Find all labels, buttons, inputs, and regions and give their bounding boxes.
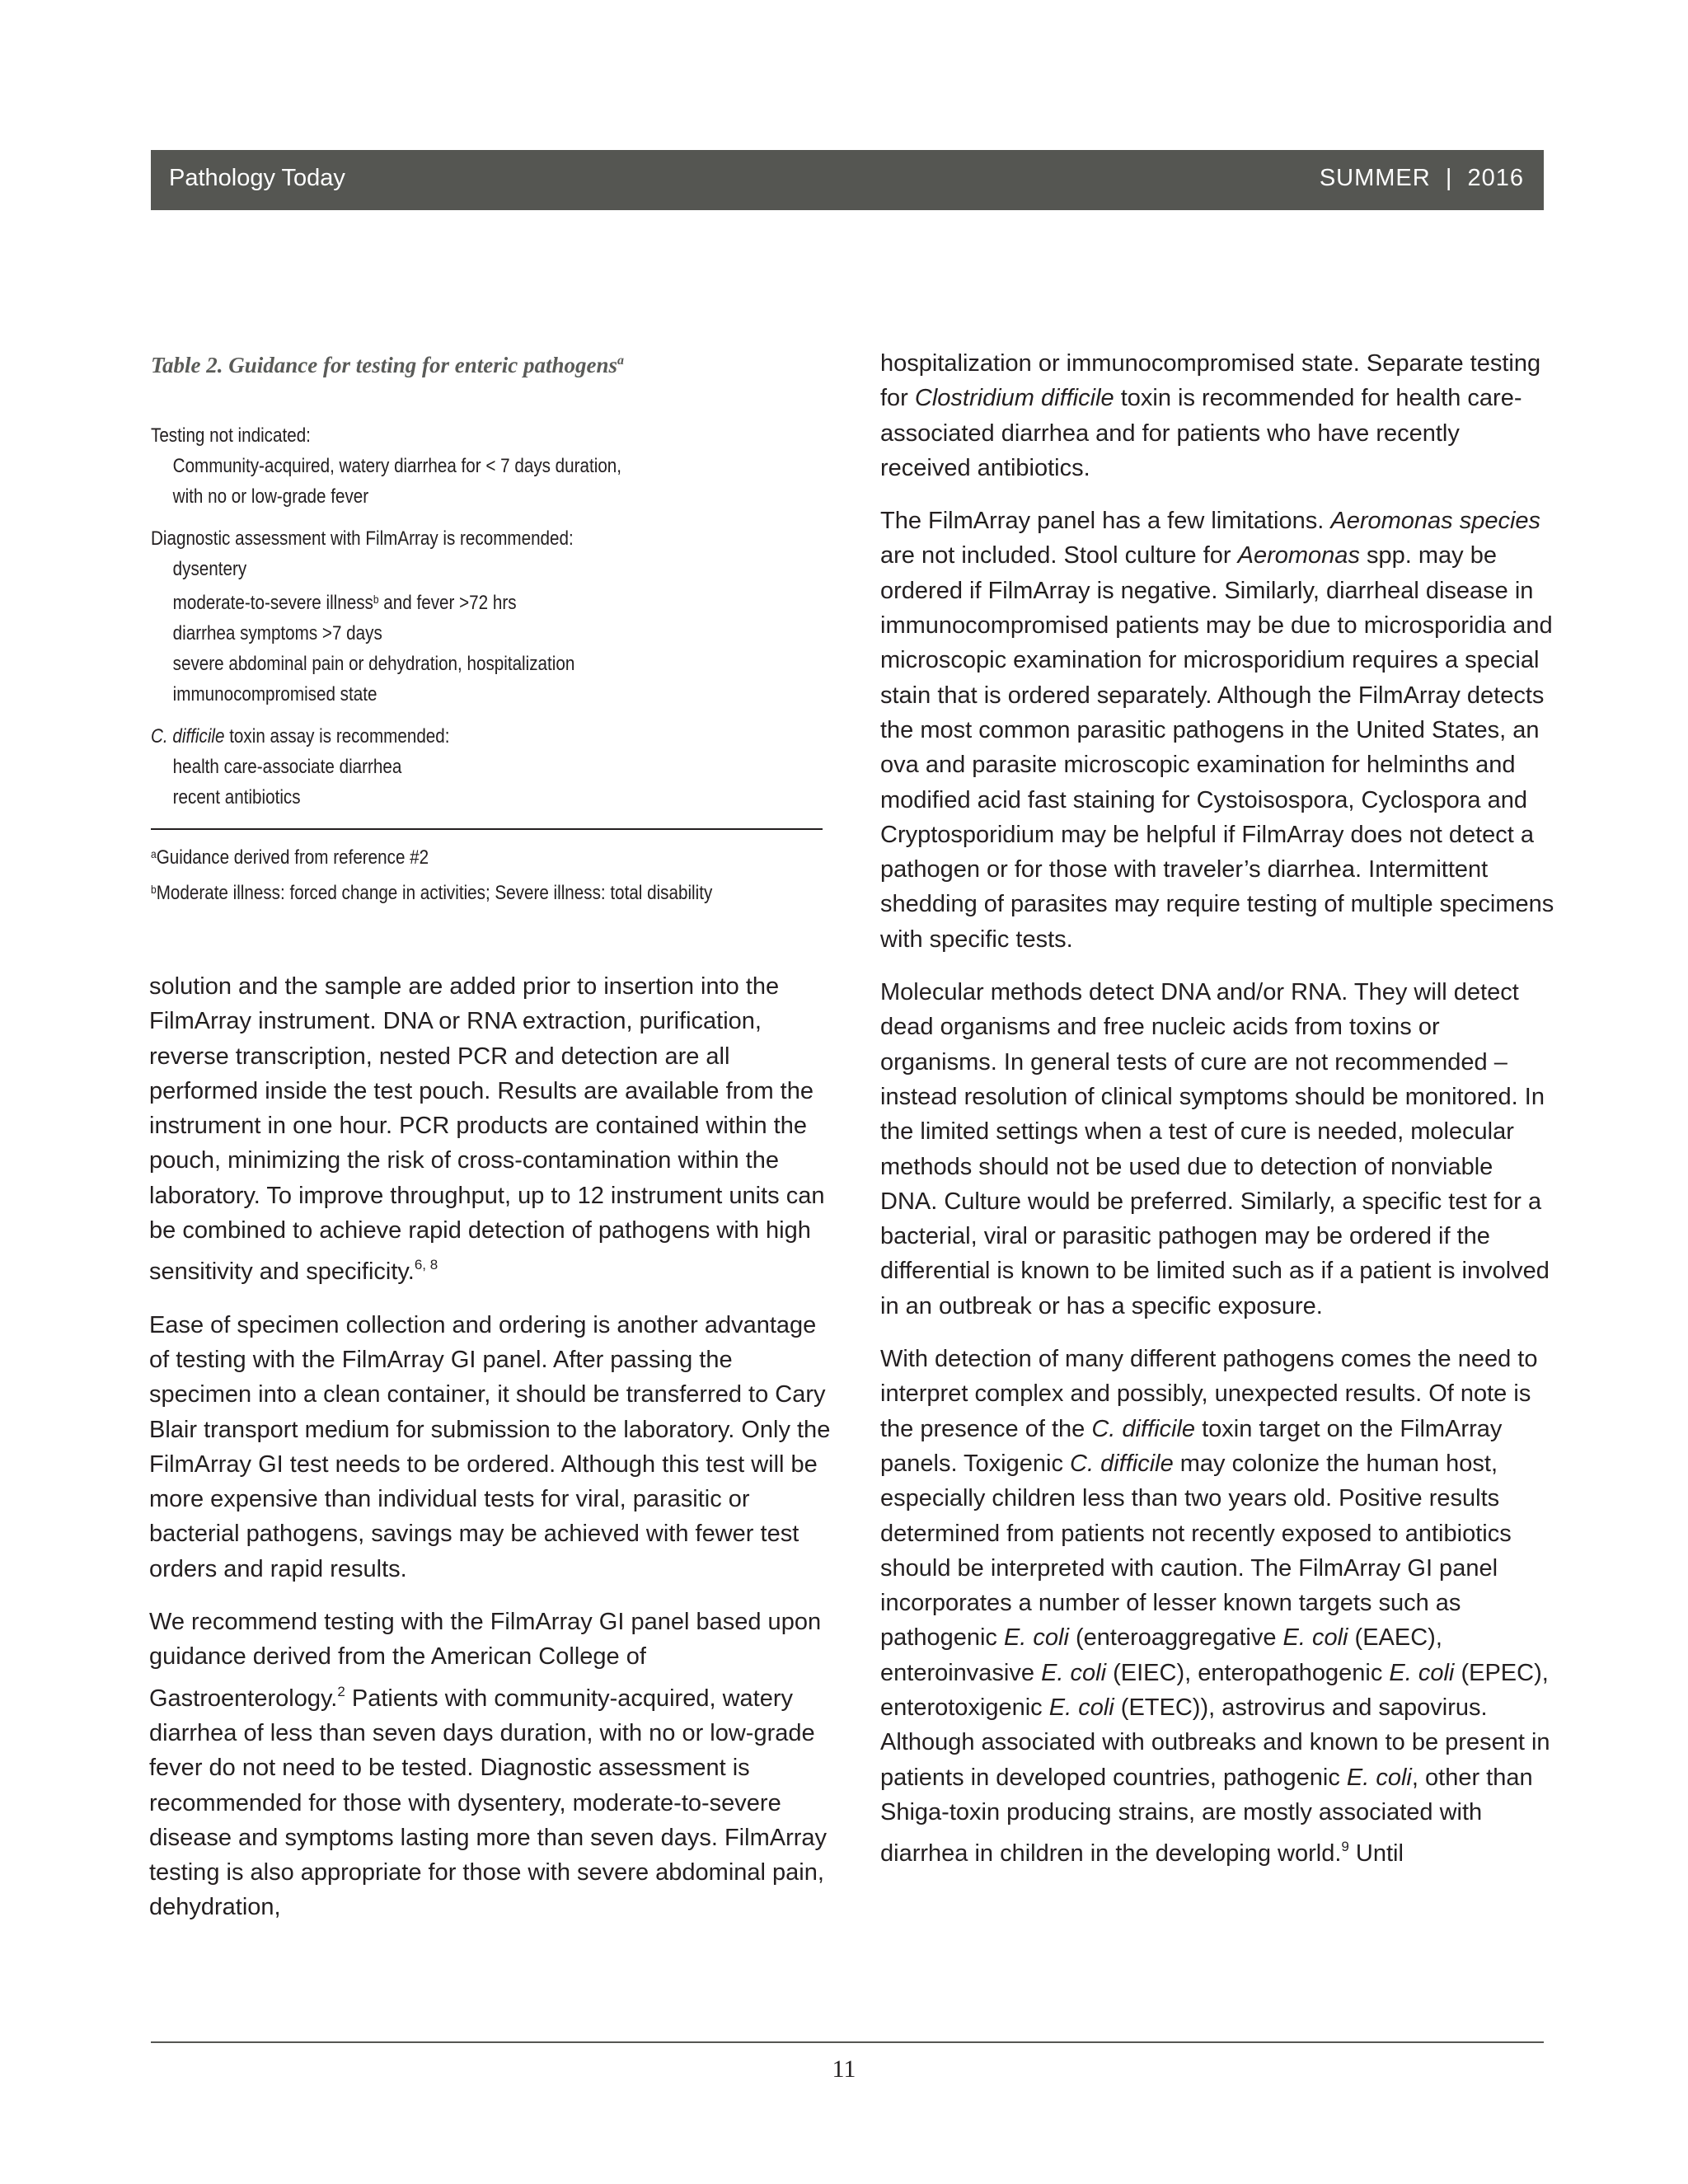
paragraph-text: toxin target on the FilmArray panels. Toxigenic [880,1415,1503,1477]
paragraph [149,969,833,1290]
organism-name: Aeromonas [1237,542,1360,569]
table-group-heading: Testing not indicated: [151,424,311,447]
citation: 6, 8 [414,1257,438,1273]
footnote-marker: b [151,883,157,896]
citation: 9 [1341,1839,1349,1855]
table-item: with no or low-grade fever [172,485,369,508]
paragraph-text: are not included. Stool culture for [880,542,1238,569]
paragraph [880,504,1556,957]
organism-name: E. coli [1282,1624,1348,1652]
page-number: 11 [832,2055,856,2083]
table-item-text: and fever >72 hrs [378,592,517,614]
table-title [151,353,624,378]
organism-name: E. coli [1048,1694,1114,1721]
table-footnote-b [151,874,775,909]
table-group-not-indicated [151,420,729,512]
table-rule [151,828,823,830]
footnote-marker: a [151,847,157,860]
issue-date: SUMMER | 2016 [1319,165,1524,191]
table-item [151,584,729,618]
paragraph [880,346,1556,485]
paragraph [880,1342,1556,1871]
paragraph-text: solution and the sample are added prior to insertion into the FilmArray instrument. DNA or RNA extraction, purification, reverse transcription, nested PCR and detection are all performed inside the test pouch. Results are available from the instrument in one hour. PCR products are contained within the pouch, minimizing the risk of cross-contamination within the laboratory. To improve throughput, up to 12 instrument units can be combined to achieve rapid detection of pathogens with high sensitivity and specificity. [149,973,825,1286]
paragraph-text: (EIEC), enteropathogenic [1106,1659,1390,1686]
table-item: immunocompromised state [172,683,377,705]
table-item: diarrhea symptoms >7 days [172,622,382,644]
table-group-heading: Diagnostic assessment with FilmArray is recommended: [151,527,574,550]
organism-name: E. coli [1389,1659,1455,1686]
organism-name: C. difficile [151,725,225,748]
header-bar [151,150,1544,210]
footer-rule [151,2041,1544,2043]
table-heading-text: toxin assay is recommended: [224,725,450,748]
table-group-cdifficile [151,721,729,813]
guidance-table [151,420,729,824]
organism-name: Aeromonas species [1330,508,1541,535]
paragraph-text: Patients with community-acquired, watery diarrhea of less than seven days duration, with no or low-grade fever do not need to be tested. Diagnostic assessment is recommended for those with dysentery, moderate-to-severe disease and symptoms lasting more than seven days. FilmArray testing is also appropriate for those with severe abdominal pain, dehydration, [149,1685,828,1921]
publication-title: Pathology Today [169,165,345,191]
left-column [149,969,833,1943]
organism-name: Clostridium difficile [914,385,1114,412]
table-group-heading [151,721,729,752]
table-footnote-a [151,838,775,874]
paragraph: Ease of specimen collection and ordering is another advantage of testing with the FilmArray GI panel. After passing the specimen into a clean container, it should be transferred to Cary Blair transport medium for submission to the laboratory. Only the FilmArray GI test needs to be ordered. Although this test will be more expensive than individual tests for viral, parasitic or bacterial pathogens, savings may be achieved with fewer test orders and rapid results. [149,1311,831,1582]
footnote-marker: b [373,593,379,606]
table-item: dysentery [172,558,247,580]
paragraph-text: spp. may be ordered if FilmArray is negative. Similarly, diarrheal disease in immunocompromised patients may be due to microsporidia and microscopic examination for microsporidium requires a special stain that is ordered separately. Although the FilmArray detects the most common parasitic pathogens in the United States, an ova and parasite microscopic examination for helminths and modified acid fast staining for Cystoisospora, Cyclospora and Cryptosporidium may be helpful if FilmArray does not detect a pathogen or for those with traveler’s diarrhea. Intermittent shedding of parasites may require testing of multiple specimens with specific tests. [880,542,1554,953]
organism-name: E. coli [1346,1764,1412,1791]
footnote-text: Moderate illness: forced change in activities; Severe illness: total disability [156,882,713,904]
paragraph-text: may colonize the human host, especially children less than two years old. Positive results determined from patients not recently exposed to antibiotics should be interpreted with caution. The FilmArray GI panel incorporates a number of lesser known targets such as pathogenic [880,1450,1512,1652]
organism-name: C. difficile [1070,1450,1174,1477]
paragraph-text: (enteroaggregative [1068,1624,1283,1652]
table-item: health care-associate diarrhea [172,756,402,778]
citation: 2 [337,1683,345,1699]
paragraph-text: toxin is recommended for health care-associated diarrhea and for patients who have recently received antibiotics. [880,385,1522,481]
table-item: Community-acquired, watery diarrhea for < 7 days duration, [172,455,622,477]
table-group-filmarray-recommended [151,523,729,710]
paragraph-text: Until [1348,1840,1404,1868]
right-column [880,346,1556,1889]
table-item: severe abdominal pain or dehydration, hospitalization [172,653,575,675]
table-item: recent antibiotics [172,786,301,808]
paragraph-text: We recommend testing with the FilmArray GI panel based upon guidance derived from the American College of Gastroenterology. [149,1609,822,1712]
paragraph-text: hospitalization or immunocompromised state. Separate testing for [880,350,1541,412]
paragraph-text: (EAEC), enteroinvasive [880,1624,1442,1686]
table-title-footnote-marker: a [617,354,625,368]
paragraph-text: , other than Shiga-toxin producing strains, are mostly associated with diarrhea in children in the developing world. [880,1764,1533,1868]
paragraph-text: With detection of many different pathogens comes the need to interpret complex and possibly, unexpected results. Of note is the presence of the [880,1346,1538,1442]
paragraph-text: The FilmArray panel has a few limitations. [880,508,1331,535]
organism-name: E. coli [1041,1659,1107,1686]
paragraph: Molecular methods detect DNA and/or RNA. They will detect dead organisms and free nucleic acids from toxins or organisms. In general tests of cure are not recommended – instead resolution of clinical symptoms should be monitored. In the limited settings when a test of cure is needed, molecular methods should not be used due to detection of nonviable DNA. Culture would be preferred. Similarly, a specific test for a bacterial, viral or parasitic pathogen may be ordered if the differential is known to be limited such as if a patient is involved in an outbreak or has a specific exposure. [880,979,1550,1319]
table-footnotes [151,838,775,909]
paragraph [149,1605,833,1925]
paragraph-text: (ETEC)), astrovirus and sapovirus. Although associated with outbreaks and known to be present in patients in developed countries, pathogenic [880,1694,1550,1791]
footnote-text: Guidance derived from reference #2 [156,846,429,869]
paragraph-text: (EPEC), enterotoxigenic [880,1659,1549,1721]
table-title-text: Table 2. Guidance for testing for enteric pathogens [151,353,618,377]
organism-name: C. difficile [1091,1415,1196,1442]
table-item-text: moderate-to-severe illness [172,592,373,614]
organism-name: E. coli [1003,1624,1069,1652]
